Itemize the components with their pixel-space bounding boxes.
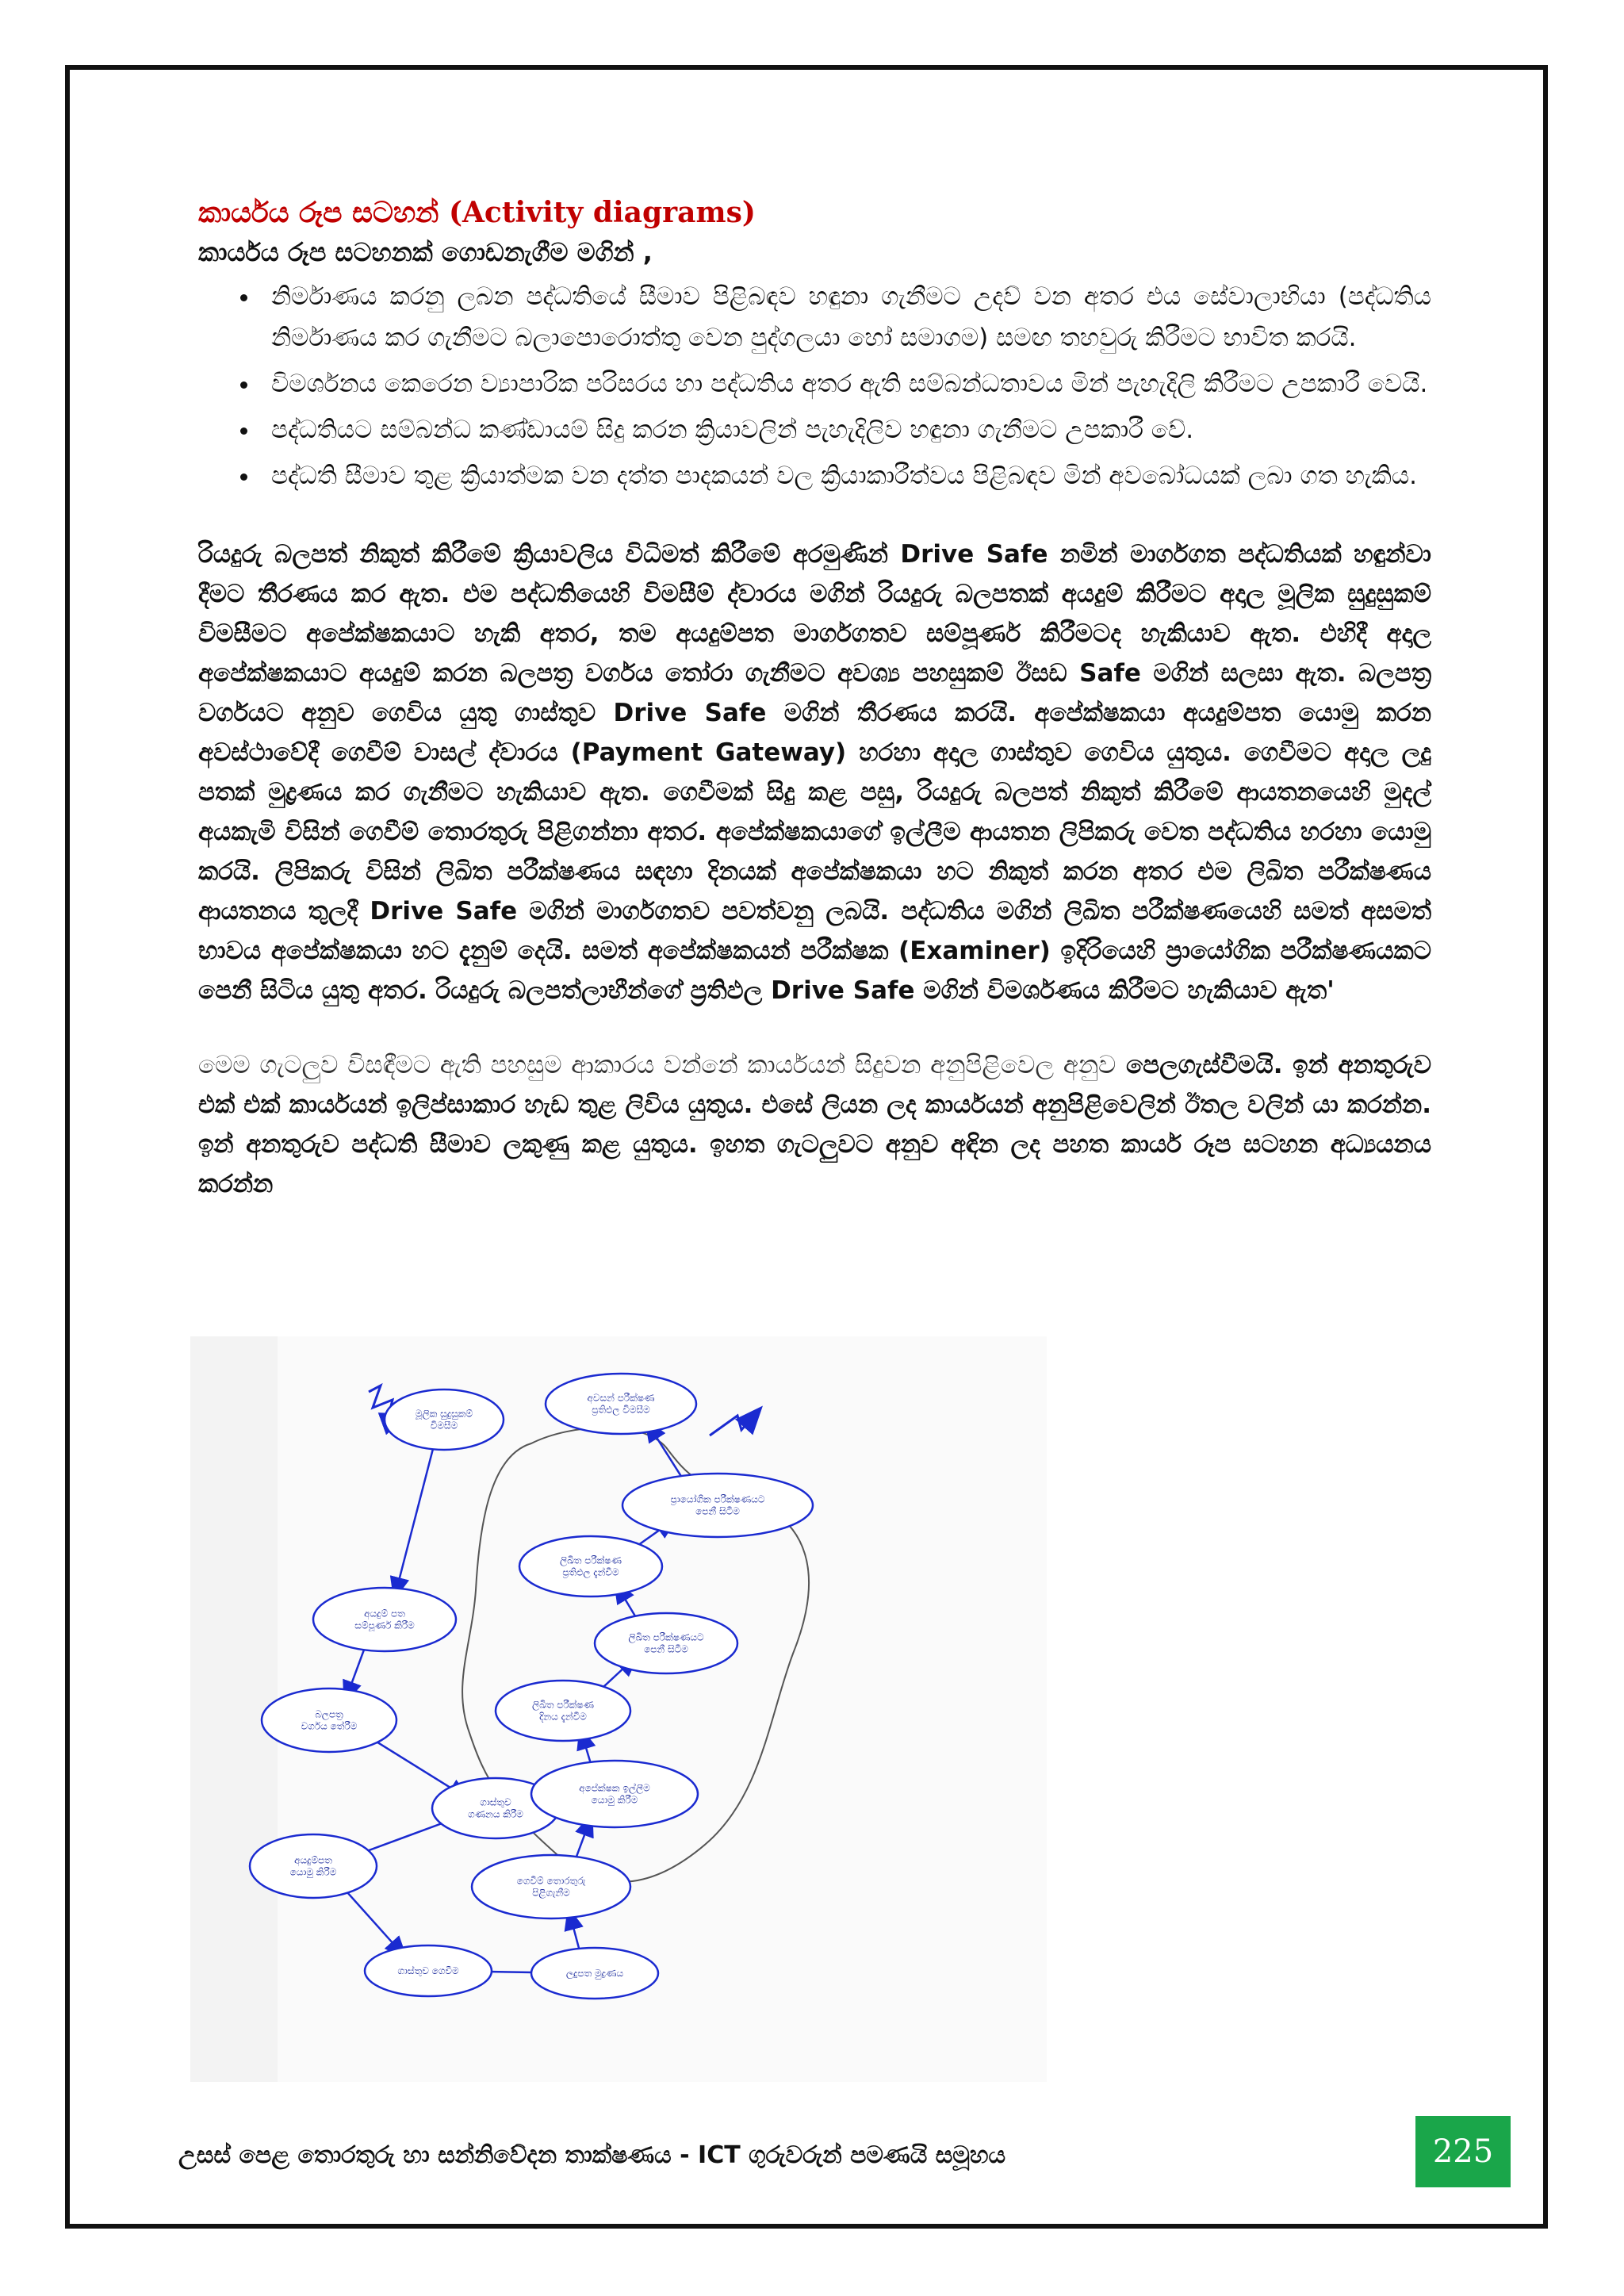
activity-label: වර්ගය තේරීම xyxy=(301,1720,358,1732)
activity-node xyxy=(313,1588,456,1651)
intro-line: කාර්යය රූප සටහනක් ගොඩනැගීම මගින් , xyxy=(198,237,653,267)
activity-node xyxy=(519,1536,662,1596)
benefit-list xyxy=(198,276,1431,496)
flow-arrow xyxy=(395,1439,436,1597)
list-item: • විමර්ශනය කෙරෙන ව්‍යාපාරික පරිසරය හා පද්ධතිය අතර ඇති සම්බන්ධතාවය මින් පැහැදිලි කිරීමට උපකාරී වෙයි. xyxy=(260,363,1431,404)
activity-label: අපේක්ෂක ඉල්ලීම xyxy=(579,1782,650,1794)
activity-label: ලිඛිත පරීක්ෂණ xyxy=(559,1554,622,1566)
activity-node xyxy=(385,1389,504,1450)
page-number: 225 xyxy=(1415,2116,1511,2187)
activity-label: ගාස්තුව ගෙවීම xyxy=(397,1965,459,1976)
list-item: • පද්ධතියට සම්බන්ධ කණ්ඩායම් සිදු කරන ක්‍රියාවලින් පැහැදිලිව හඳුනා ගැනීමට උපකාරී වේ. xyxy=(260,409,1431,450)
activity-label: පෙනී සිටීම xyxy=(695,1505,740,1517)
activity-label: දිනය දැන්වීම xyxy=(539,1711,587,1723)
activity-node xyxy=(531,1761,698,1827)
footer-text: උසස් පෙළ තොරතුරු හා සන්නිවේදන තාක්ෂණය - ICT ගුරුවරුන් පමණයි සමූහය xyxy=(178,2141,1006,2169)
activity-label: ප්‍රතිඵල විමසීම xyxy=(592,1404,650,1416)
activity-node xyxy=(531,1948,658,1999)
section-heading xyxy=(198,194,1431,232)
activity-label: ගෙවීම් තොරතුරු xyxy=(516,1875,586,1887)
activity-label: අයදුම්පත xyxy=(294,1854,332,1866)
heading-sinhala: කාර්යය රූප සටහන් xyxy=(198,197,439,229)
activity-label: විමසීම xyxy=(430,1420,458,1432)
activity-label: සම්පූර්ණ කිරීම xyxy=(354,1619,415,1631)
instruction-first-line: මෙම ගැටලුව විසඳීමට ඇති පහසුම ආකාරය වන්නේ කාර්යයන් සිදුවන අනුපිළිවෙල අනුව xyxy=(198,1051,1116,1079)
activity-label: ලදුපත මුද්‍රණය xyxy=(565,1968,624,1979)
activity-node xyxy=(546,1374,696,1434)
activity-label: අවසන් පරීක්ෂණ xyxy=(587,1392,655,1404)
activity-diagram-svg xyxy=(190,1336,1047,2082)
activity-label: ලිඛිත පරීක්ෂණයට xyxy=(628,1631,704,1643)
case-study-paragraph: රියදුරු බලපත් නිකුත් කිරීමේ ක්‍රියාවලිය විධිමත් කිරීමේ අරමුණින් Drive Safe නමින් මාර්ගගත පද්ධතියක් හඳුන්වා දීමට තීරණය කර ඇත. එම පද්ධතියෙහි විමසීම් ද්වාරය මගින් රියදුරු බලපතක් අයදුම් කිරීමට අදාල මූලික සුදුසුකම් විමසීමට අපේක්ෂකයාට හැකි අතර, තම අයදුම්පත මාර්ගගතව සම්පූර්ණ කිරීමටද හැකියාව ඇත. එහිදී අදාල අපේක්ෂකයාට අයදුම් කරන බලපත්‍ර වර්ගය තෝරා ගැනීමට අවශ්‍ය පහසුකම් ඊසඩ Safe මගින් සලසා ඇත. බලපත්‍ර වර්ගයට අනුව ගෙවිය යුතු ගාස්තුව Drive Safe මගින් තීරණය කරයි. අපේක්ෂකයා අයදුම්පත යොමු කරන අවස්ථාවේදී ගෙවීම් වාසල් ද්වාරය (Payment Gateway) හරහා අදාල ගාස්තුව ගෙවිය යුතුය. ගෙවීමට අදාල ලදු පතක් මුද්‍රණය කර ගැනීමට හැකියාව ඇත. ගෙවීමක් සිදු කළ පසු, රියදුරු බලපත් නිකුත් කිරීමේ ආයතනයෙහි මුදල් අයකැමි විසින් ගෙවීම් තොරතුරු පිළිගන්නා අතර. අපේක්ෂකයාගේ ඉල්ලීම ආයතන ලිපිකරු වෙත පද්ධතිය හරහා යොමු කරයි. ලිපිකරු විසින් ලිඛිත පරීක්ෂණය සඳහා දිනයක් අපේක්ෂකයා හට නිකුත් කරන අතර එම ලිඛිත පරීක්ෂණය ආයතනය තුලදී Drive Safe මගින් මාර්ගගතව පවත්වනු ලබයි. පද්ධතිය මගින් ලිඛිත පරීක්ෂණයෙහි සමත් අසමත් භාවය අපේක්ෂකයා හට දැනුම් දෙයි. සමත් අපේක්ෂකයන් පරීක්ෂක (Examiner) ඉදිරියෙහි ප්‍රායෝගික පරීක්ෂණයකට පෙනී සිටිය යුතු අතර. රියදුරු බලපත්ලාභීන්ගේ ප්‍රතිඵල Drive Safe මගින් විමර්ශණය කිරීමට හැකියාව ඇත' xyxy=(198,540,1431,1005)
activity-node xyxy=(262,1688,396,1752)
list-item: • පද්ධති සීමාව තුළ ක්‍රියාත්මක වන දත්ත පාදකයන් වල ක්‍රියාකාරීත්වය පිළිබඳව මින් අවබෝධයක් ලබා ගත හැකිය. xyxy=(260,455,1431,496)
page-content xyxy=(198,194,1431,1204)
activity-label: ලිඛිත පරීක්ෂණ xyxy=(531,1699,595,1711)
activity-diagram xyxy=(190,1336,1047,2082)
instruction-rest: පෙලගැස්වීමයි. ඉන් අනතුරුව එක් එක් කාර්යයන් ඉලිප්සාකාර හැඩ තුළ ලිවිය යුතුය. එසේ ලියන ලද කාර්යයන් අනුපිළිවෙලින් ඊතල වලින් යා කරන්න. ඉන් අනතුරුව පද්ධති සීමාව ලකුණු කළ යුතුය. ඉහත ගැටලුවට අනුව අඳින ලද පහත කාර්ය රූප සටහන අධ්‍යයනය කරන්න xyxy=(198,1051,1431,1198)
heading-english: (Activity diagrams) xyxy=(448,196,756,229)
activity-label: මූලික සුදුසුකම් xyxy=(415,1408,473,1420)
activity-label: යොමු කිරීම xyxy=(289,1866,337,1878)
activity-label: යොමු කිරීම xyxy=(591,1794,638,1806)
activity-label: ප්‍රතිඵල දැන්වීම xyxy=(562,1566,619,1578)
activity-label: පෙනී සිටීම xyxy=(644,1643,688,1655)
activity-node xyxy=(250,1834,377,1898)
instruction-paragraph xyxy=(198,1045,1431,1204)
activity-label: පිළිගැනීම xyxy=(532,1887,570,1899)
activity-label: ගාස්තුව xyxy=(480,1796,511,1808)
activity-label: බලපත්‍ර xyxy=(315,1708,343,1720)
activity-label: ගණනය කිරීම xyxy=(468,1808,523,1820)
activity-label: අයදුම් පත xyxy=(364,1608,405,1619)
activity-node xyxy=(496,1681,630,1741)
end-squiggle xyxy=(710,1409,760,1435)
activity-node xyxy=(365,1945,492,1996)
activity-node xyxy=(472,1855,630,1918)
activity-label: ප්‍රායෝගික පරීක්ෂණයට xyxy=(670,1493,765,1505)
activity-node xyxy=(622,1474,813,1537)
list-item: • නිර්මාණය කරනු ලබන පද්ධතියේ සීමාව පිළිබඳව හඳුනා ගැනීමට උදව් වන අතර එය සේවාලාභියා (පද්ධතිය නිර්මාණය කර ගැනීමට බලාපොරොත්තු වෙන පුද්ගලයා හෝ සමාගම) සමඟ තහවුරු කිරීමට භාවිත කරයි. xyxy=(260,276,1431,358)
activity-node xyxy=(595,1613,737,1673)
